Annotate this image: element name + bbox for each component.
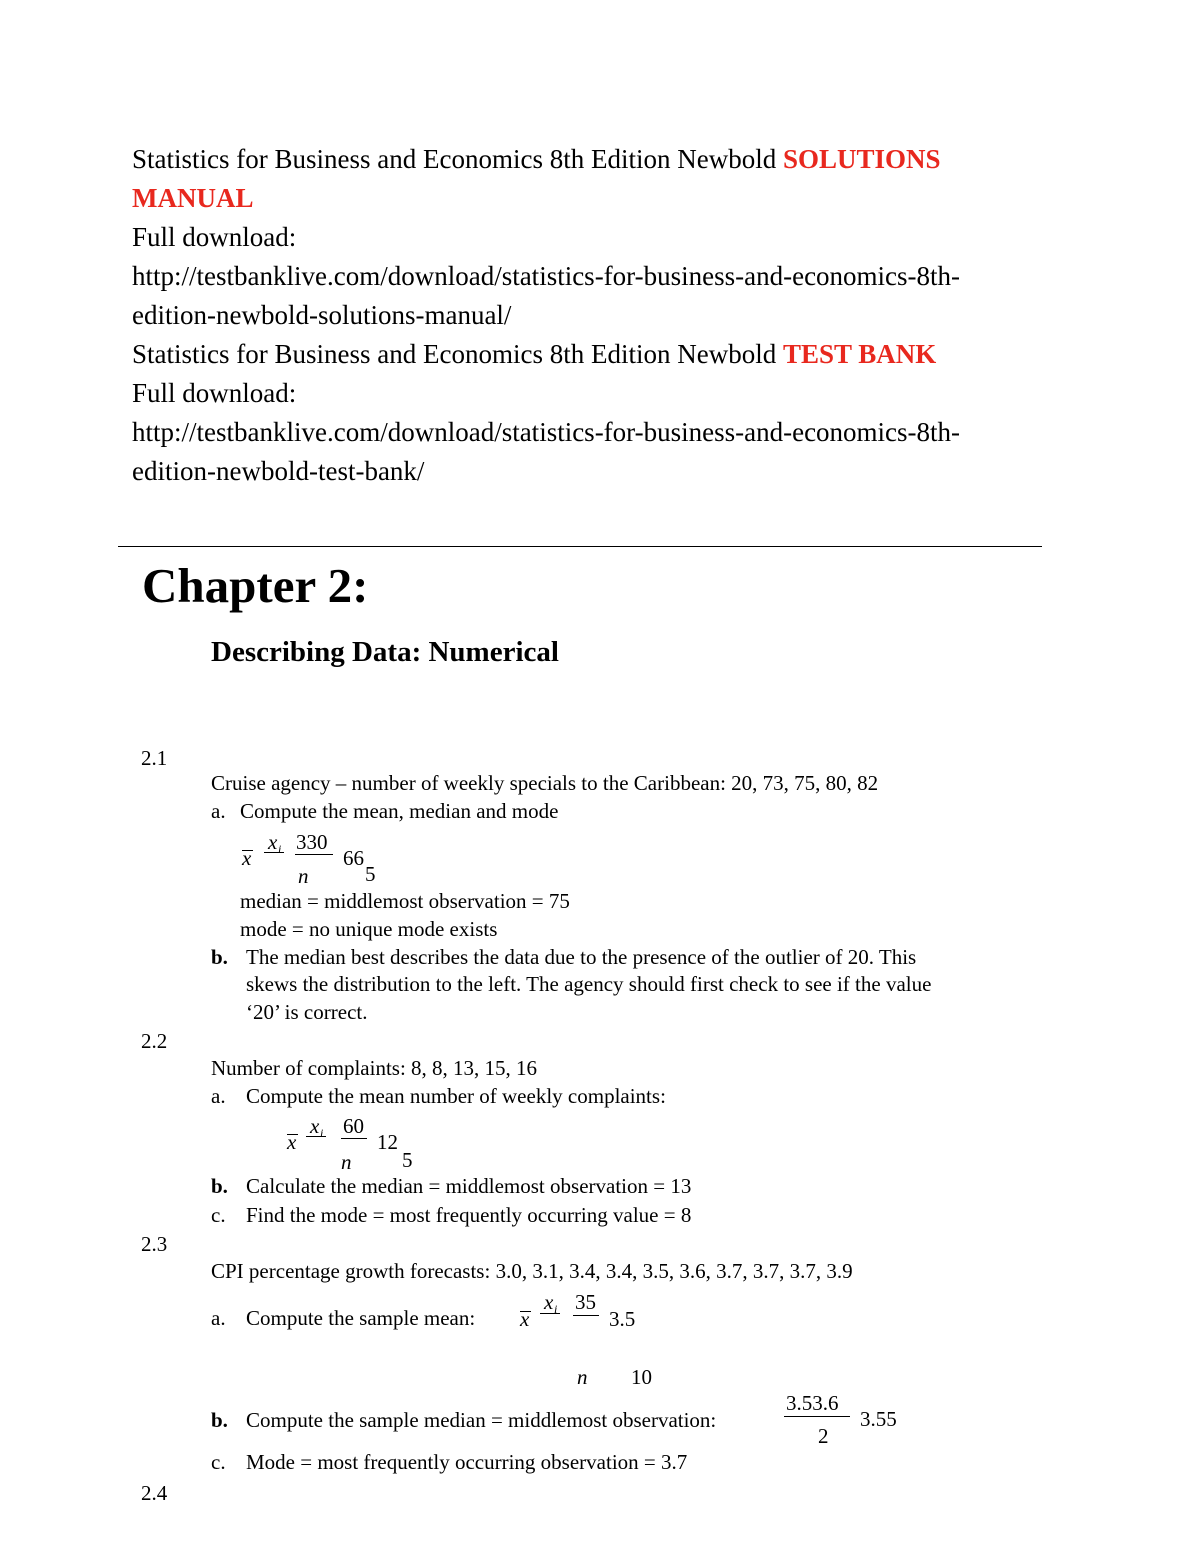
numerator-bar — [295, 854, 333, 855]
numerator-bar — [341, 1138, 367, 1139]
problem-2-1-b-marker: b. — [211, 945, 228, 969]
problem-number-2-3: 2.3 — [141, 1232, 168, 1256]
median-numerator: 3.53.6 — [786, 1391, 839, 1415]
problem-2-2-c-text: Find the mode = most frequently occurring value = 8 — [246, 1203, 692, 1227]
xi-subscript: i — [278, 842, 282, 856]
problem-2-1-intro: Cruise agency – number of weekly specials to the Caribbean: 20, 73, 75, 80, 82 — [211, 771, 879, 795]
problem-2-3-a-marker: a. — [211, 1306, 226, 1330]
solutions-link-part1[interactable]: http://testbanklive.com/download/statistics-for-business-and-economics-8th- — [132, 261, 961, 291]
problem-2-2-c-marker: c. — [211, 1203, 226, 1227]
problem-2-1-mode: mode = no unique mode exists — [240, 917, 498, 941]
problem-2-3-b-marker: b. — [211, 1408, 228, 1432]
test-bank-link-part2[interactable]: edition-newbold-test-bank/ — [132, 456, 425, 486]
problem-2-3-c-marker: c. — [211, 1450, 226, 1474]
xbar-symbol: x — [520, 1307, 530, 1331]
fraction-bar — [540, 1313, 560, 1314]
problem-2-2-b-marker: b. — [211, 1174, 228, 1198]
horizontal-rule — [118, 546, 1042, 547]
xbar-overline — [287, 1134, 298, 1135]
numerator-bar — [573, 1315, 599, 1316]
mean-denominator: 10 — [631, 1365, 652, 1389]
manual-label: MANUAL — [132, 183, 254, 213]
full-download-label-1: Full download: — [132, 222, 297, 252]
xi-subscript: i — [320, 1126, 324, 1140]
problem-2-1-a-marker: a. — [211, 799, 226, 823]
xi-subscript: i — [554, 1302, 558, 1316]
problem-number-2-4: 2.4 — [141, 1481, 168, 1505]
mean-result: 12 — [377, 1130, 398, 1154]
median-fraction-bar — [784, 1416, 850, 1417]
n-symbol: n — [341, 1150, 352, 1174]
problem-number-2-2: 2.2 — [141, 1029, 168, 1053]
chapter-title: Chapter 2: — [142, 558, 369, 613]
problem-2-3-b-text: Compute the sample median = middlemost observation: — [246, 1408, 717, 1432]
mean-numerator: 60 — [343, 1114, 364, 1138]
problem-2-2-a-marker: a. — [211, 1084, 226, 1108]
mean-denominator: 5 — [402, 1148, 413, 1172]
test-bank-label: TEST BANK — [782, 339, 937, 369]
problem-2-3-intro: CPI percentage growth forecasts: 3.0, 3.1, 3.4, 3.4, 3.5, 3.6, 3.7, 3.7, 3.7, 3.9 — [211, 1259, 853, 1283]
n-symbol: n — [577, 1365, 588, 1389]
median-denominator: 2 — [818, 1424, 829, 1448]
xi-symbol: x — [544, 1290, 554, 1314]
solutions-link-part2[interactable]: edition-newbold-solutions-manual/ — [132, 300, 512, 330]
xbar-symbol: x — [287, 1130, 297, 1154]
problem-2-3-a-text: Compute the sample mean: — [246, 1306, 476, 1330]
problem-2-1-b-line2: skews the distribution to the left. The agency should first check to see if the value — [246, 972, 932, 996]
solutions-label: SOLUTIONS — [782, 144, 941, 174]
xbar-overline — [520, 1311, 531, 1312]
problem-2-1-b-line1: The median best describes the data due to the presence of the outlier of 20. This — [246, 945, 917, 969]
fraction-bar — [306, 1136, 326, 1137]
xi-symbol: x — [268, 830, 278, 854]
fraction-bar — [264, 852, 284, 853]
header-title-2: Statistics for Business and Economics 8th Edition Newbold — [132, 339, 783, 369]
test-bank-link-part1[interactable]: http://testbanklive.com/download/statistics-for-business-and-economics-8th- — [132, 417, 961, 447]
mean-denominator: 5 — [365, 862, 376, 886]
mean-result: 66 — [343, 846, 364, 870]
problem-2-1-b-line3: ‘20’ is correct. — [246, 1000, 368, 1024]
problem-2-2-b-text: Calculate the median = middlemost observation = 13 — [246, 1174, 692, 1198]
mean-result: 3.5 — [609, 1307, 636, 1331]
problem-number-2-1: 2.1 — [141, 746, 168, 770]
median-result: 3.55 — [860, 1407, 897, 1431]
n-symbol: n — [298, 864, 309, 888]
problem-2-2-intro: Number of complaints: 8, 8, 13, 15, 16 — [211, 1056, 538, 1080]
xbar-overline — [242, 850, 253, 851]
problem-2-2-a-text: Compute the mean number of weekly complaints: — [246, 1084, 666, 1108]
mean-numerator: 35 — [575, 1290, 596, 1314]
mean-numerator: 330 — [296, 830, 328, 854]
download-header — [132, 140, 1032, 491]
problem-2-1-a-text: Compute the mean, median and mode — [240, 799, 559, 823]
problem-2-1-median: median = middlemost observation = 75 — [240, 889, 570, 913]
full-download-label-2: Full download: — [132, 378, 297, 408]
xbar-symbol: x — [242, 846, 252, 870]
header-title-1: Statistics for Business and Economics 8th Edition Newbold — [132, 144, 783, 174]
xi-symbol: x — [310, 1114, 320, 1138]
chapter-subtitle: Describing Data: Numerical — [211, 636, 559, 668]
problem-2-3-c-text: Mode = most frequently occurring observation = 3.7 — [246, 1450, 688, 1474]
